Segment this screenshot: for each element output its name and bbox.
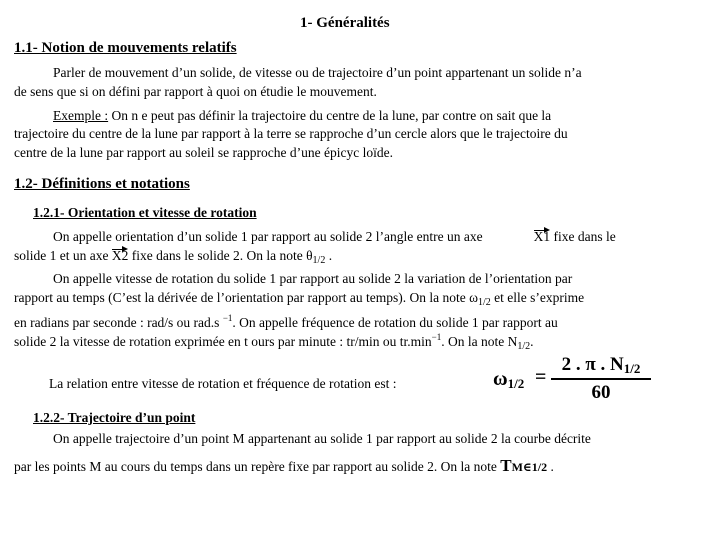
intro-line-4: trajectoire du centre de la lune par rapport à la terre se rapproche d’un cercle alors que le trajectoire du (14, 126, 568, 141)
omega-subscript: 1/2 (477, 297, 491, 308)
formula-omega-subscript: 1/2 (507, 376, 525, 391)
formula-numerator-text: 2 . π . N (561, 354, 624, 375)
trajectory-t-symbol: T (500, 456, 512, 475)
heading-notion-mouvements-relatifs: 1.1- Notion de mouvements relatifs (14, 40, 237, 56)
intro-line-5: centre de la lune par rapport au soleil se rapproche d’une épicyc loïde. (14, 145, 393, 160)
omega-symbol: ω (469, 290, 478, 305)
vitesse-line-2 (14, 290, 584, 311)
formula-numerator-subscript: 1/2 (623, 361, 641, 376)
vitesse-line-3-end: . On appelle fréquence de rotation du solide 1 par rapport au (232, 315, 558, 330)
vitesse-line-4-mid: . On la note N (441, 334, 518, 349)
vitesse-line-3 (14, 310, 558, 331)
superscript-minus-one: −1 (222, 313, 233, 323)
example-text: On n e peut pas définir la trajectoire du centre de la lune, par contre on sait que la (108, 108, 552, 123)
vector-x2: X2 (111, 248, 129, 263)
vitesse-line-1: On appelle vitesse de rotation du solide 1 par rapport au solide 2 la variation de l’orientation par (53, 271, 573, 286)
theta-subscript: 1/2 (312, 255, 326, 266)
relation-text: La relation entre vitesse de rotation et fréquence de rotation est : (49, 376, 397, 391)
trajectory-notation (500, 456, 547, 475)
formula-numerator (549, 354, 653, 377)
orientation-line-2-text: solide 1 et un axe (14, 248, 112, 263)
intro-line-1: Parler de mouvement d’un solide, de vitesse ou de trajectoire d’un point appartenant un solide n’a (53, 65, 582, 80)
vitesse-line-2-text: rapport au temps (C’est la dérivée de l’orientation par rapport au temps). On la note (14, 290, 470, 305)
orientation-line-1-end: fixe dans le (550, 229, 616, 244)
heading-trajectoire: 1.2.2- Trajectoire d’un point (33, 410, 196, 425)
heading-definitions-notations: 1.2- Définitions et notations (14, 176, 190, 192)
vitesse-line-3-text: en radians par seconde : rad/s ou rad.s (14, 315, 223, 330)
section-title-generalites: 1- Généralités (300, 15, 390, 31)
heading-orientation-vitesse: 1.2.1- Orientation et vitesse de rotation (33, 205, 257, 220)
formula-fraction-bar (551, 378, 651, 380)
trajectory-line-2-text: par les points M au cours du temps dans un repère fixe par rapport au solide 2. On la note (14, 459, 501, 474)
trajectory-line-1: On appelle trajectoire d’un point M appartenant au solide 1 par rapport au solide 2 la courbe décrite (53, 431, 591, 446)
trajectory-line-2 (14, 458, 554, 475)
orientation-line-2 (14, 248, 332, 269)
trajectory-line-2-end: . (547, 459, 554, 474)
vitesse-line-2-end: et elle s’exprime (490, 290, 585, 305)
intro-line-2: de sens que si on défini par rapport à quoi on étudie le mouvement. (14, 84, 377, 99)
vector-x1: X1 (533, 229, 551, 244)
orientation-line-1-text: On appelle orientation d’un solide 1 par rapport au solide 2 l’angle entre un axe (53, 229, 483, 244)
theta-symbol: θ (306, 248, 313, 263)
vitesse-line-4-end: . (530, 334, 534, 349)
formula-equals: = (535, 366, 547, 388)
vitesse-line-4-text: solide 2 la vitesse de rotation exprimée en t ours par minute : tr/min ou tr.min (14, 334, 432, 349)
orientation-line-2-end: . (325, 248, 333, 263)
rotation-frequency-formula (493, 354, 663, 404)
example-line (53, 108, 551, 124)
formula-omega (493, 368, 524, 392)
formula-denominator: 60 (591, 382, 611, 403)
example-label: Exemple : (53, 108, 109, 123)
formula-omega-symbol: ω (493, 368, 508, 390)
orientation-line-2-mid: fixe dans le solide 2. On la note (128, 248, 307, 263)
vitesse-line-4 (14, 329, 534, 355)
superscript-minus-one-2: −1 (431, 332, 442, 342)
n-subscript: 1/2 (517, 341, 531, 352)
orientation-line-1 (53, 229, 616, 245)
trajectory-t-subscript: M∈1/2 (511, 460, 548, 474)
